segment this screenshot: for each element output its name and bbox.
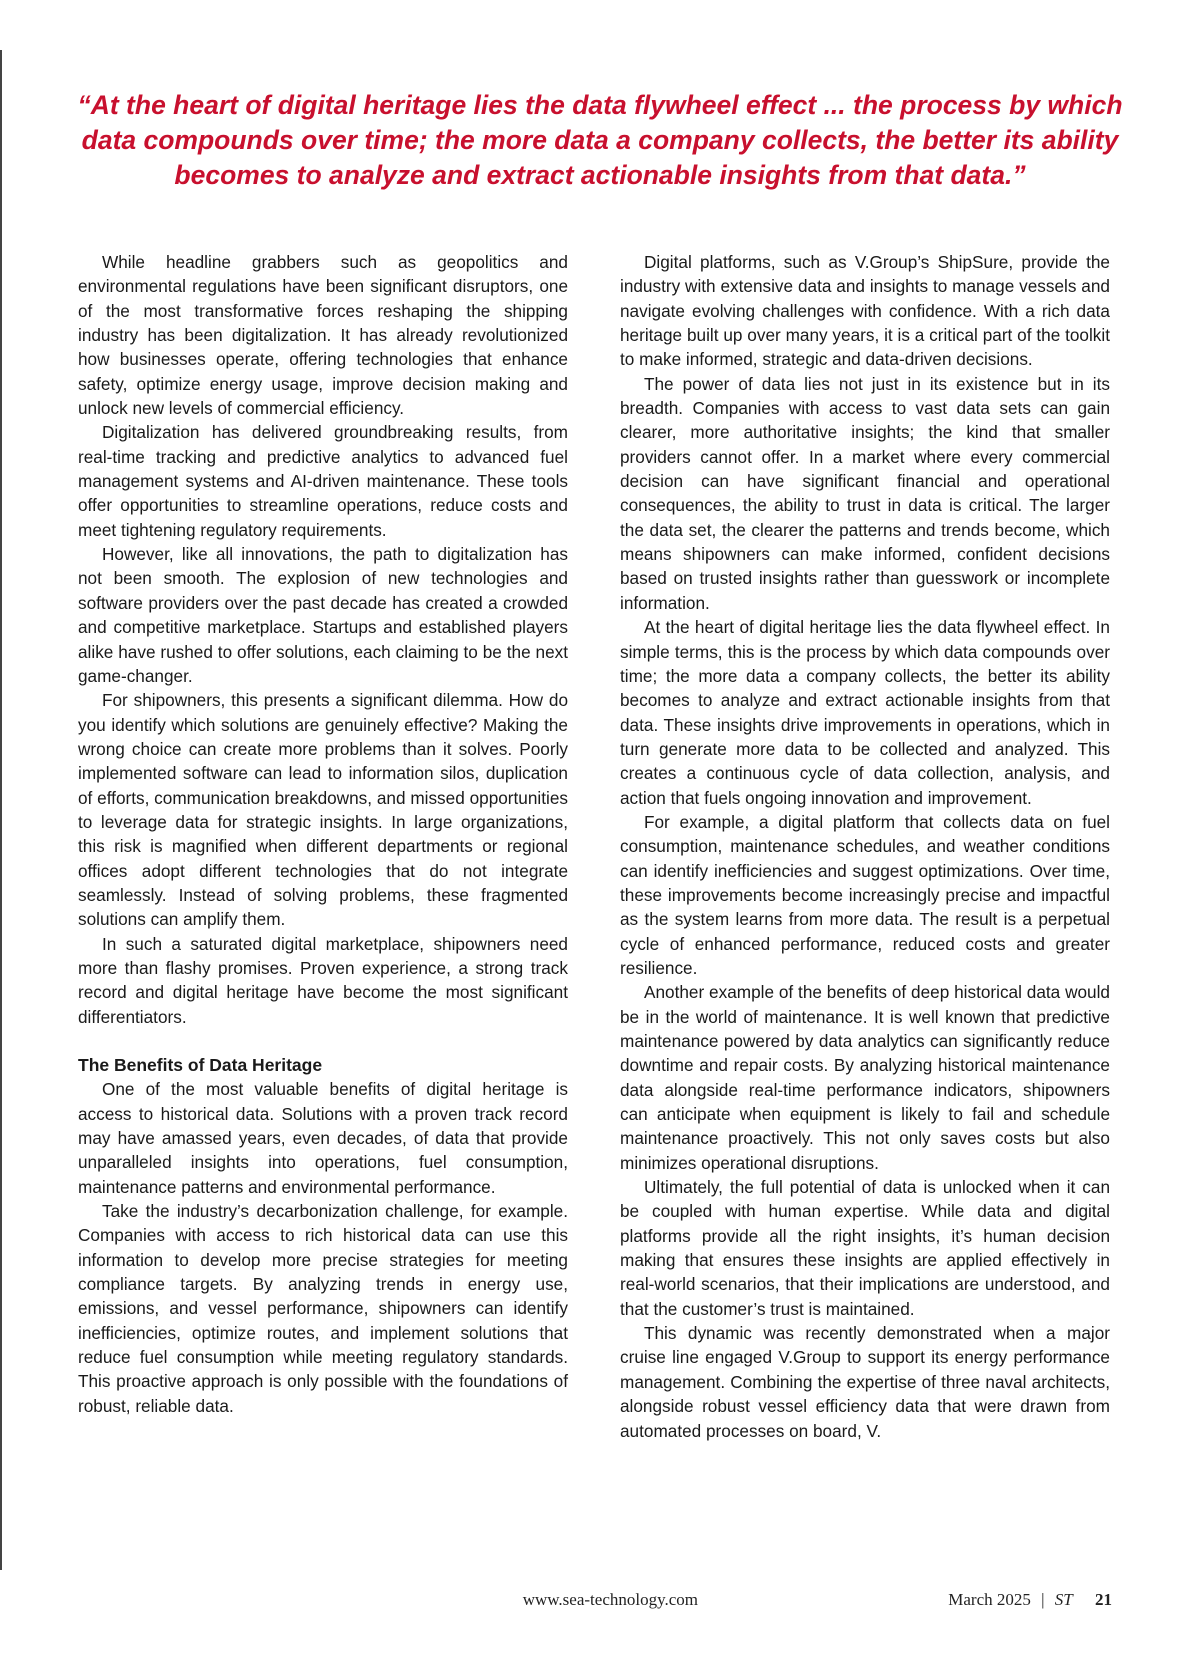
section-heading: The Benefits of Data Heritage [78,1055,323,1075]
section-spacer [78,1029,568,1053]
body-paragraph: One of the most valuable benefits of digital heritage is access to historical data. Solutions with a proven track record may have amassed years, even decades, of data that provide unparalleled insights into operations, fuel consumption, maintenance patterns and environmental performance. [78,1079,568,1197]
body-paragraph: However, like all innovations, the path to digitalization has not been smooth. The explosion of new technologies and software providers over the past decade has created a crowded and competitive marketplace. Startups and established players alike have rushed to offer solutions, each claiming to be the next game-changer. [78,544,568,686]
body-paragraph: Take the industry’s decarbonization challenge, for example. Companies with access to rich historical data can use this information to develop more precise strategies for meeting compliance targets. By analyzing trends in energy use, emissions, and vessel performance, shipowners can identify inefficiencies, optimize routes, and implement solutions that reduce fuel consumption while meeting regulatory standards. This proactive approach is only possible with the foundations of robust, reliable data. [78,1201,568,1416]
body-paragraph: Another example of the benefits of deep historical data would be in the world of maintenance. It is well known that predictive maintenance powered by data analytics can significantly reduce downtime and repair costs. By analyzing historical maintenance data alongside real-time performance indicators, shipowners can anticipate when equipment is likely to fail and schedule maintenance proactively. This not only saves costs but also minimizes operational disruptions. [620,982,1110,1173]
body-paragraph: At the heart of digital heritage lies the data flywheel effect. In simple terms, this is the process by which data compounds over time; the more data a company collects, the better its ability becomes to analyze and extract actionable insights from that data. These insights drive improvements in operations, which in turn generate more data to be collected and analyzed. This creates a continuous cycle of data collection, analysis, and action that fuels ongoing innovation and improvement. [620,617,1110,808]
page-number: 21 [1095,1590,1112,1609]
body-paragraph: For example, a digital platform that collects data on fuel consumption, maintenance schedules, and weather conditions can identify inefficiencies and suggest optimizations. Over time, these improvements become increasingly precise and impactful as the system learns from more data. The result is a perpetual cycle of enhanced performance, reduced costs and greater resilience. [620,811,1110,978]
body-paragraph: For shipowners, this presents a significant dilemma. How do you identify which solutions are genuinely effective? Making the wrong choice can create more problems than it solves. Poorly implemented software can lead to information silos, duplication of efforts, communication breakdowns, and missed opportunities to leverage data for strategic insights. In large organizations, this risk is magnified when different departments or regional offices adopt different technologies that do not integrate seamlessly. Instead of solving problems, these fragmented solutions can amplify them. [78,690,568,930]
page-footer [523,1590,1112,1610]
pull-quote: “At the heart of digital heritage lies the data flywheel effect ... the process by which data compounds over time; the more data a company collects, the better its ability becomes to analyze and extract actionable insights from that data.” [77,90,1123,190]
article-column-left [78,250,568,1418]
footer-separator: | [1041,1590,1045,1609]
body-paragraph: This dynamic was recently demonstrated when a major cruise line engaged V.Group to support its energy performance management. Combining the expertise of three naval architects, alongside robust vessel efficiency data that were drawn from automated processes on board, V. [620,1323,1110,1441]
article-column-right [620,250,1110,1443]
body-paragraph: While headline grabbers such as geopolitics and environmental regulations have been significant disruptors, one of the most transformative forces reshaping the shipping industry has been digitalization. It has already revolutionized how businesses operate, offering technologies that enhance safety, optimize energy usage, improve decision making and unlock new levels of commercial efficiency. [78,252,568,419]
body-paragraph: In such a saturated digital marketplace, shipowners need more than flashy promises. Proven experience, a strong track record and digital heritage have become the most significant differentiators. [78,933,568,1027]
page-edge-rule [0,50,2,1570]
body-paragraph: Digital platforms, such as V.Group’s ShipSure, provide the industry with extensive data and insights to manage vessels and navigate evolving challenges with confidence. With a rich data heritage built up over many years, it is a critical part of the toolkit to make informed, strategic and data-driven decisions. [620,252,1110,370]
footer-website: www.sea-technology.com [522,1590,698,1609]
body-paragraph: Digitalization has delivered groundbreaking results, from real-time tracking and predictive analytics to advanced fuel management systems and AI-driven maintenance. These tools offer opportunities to streamline operations, reduce costs and meet tightening regulatory requirements. [78,422,568,540]
footer-magazine: ST [1054,1590,1073,1609]
footer-date: March 2025 [948,1590,1031,1609]
body-paragraph: The power of data lies not just in its existence but in its breadth. Companies with access to vast data sets can gain clearer, more authoritative insights; the kind that smaller providers cannot offer. In a market where every commercial decision can have significant financial and operational consequences, the ability to trust in data is critical. The larger the data set, the clearer the patterns and trends become, which means shipowners can make informed, confident decisions based on trusted insights rather than guesswork or incomplete information. [620,373,1110,613]
body-paragraph: Ultimately, the full potential of data is unlocked when it can be coupled with human expertise. While data and digital platforms provide all the right insights, it’s human decision making that ensures these insights are applied effectively in real-world scenarios, that their implications are understood, and that the customer’s trust is maintained. [620,1177,1110,1319]
